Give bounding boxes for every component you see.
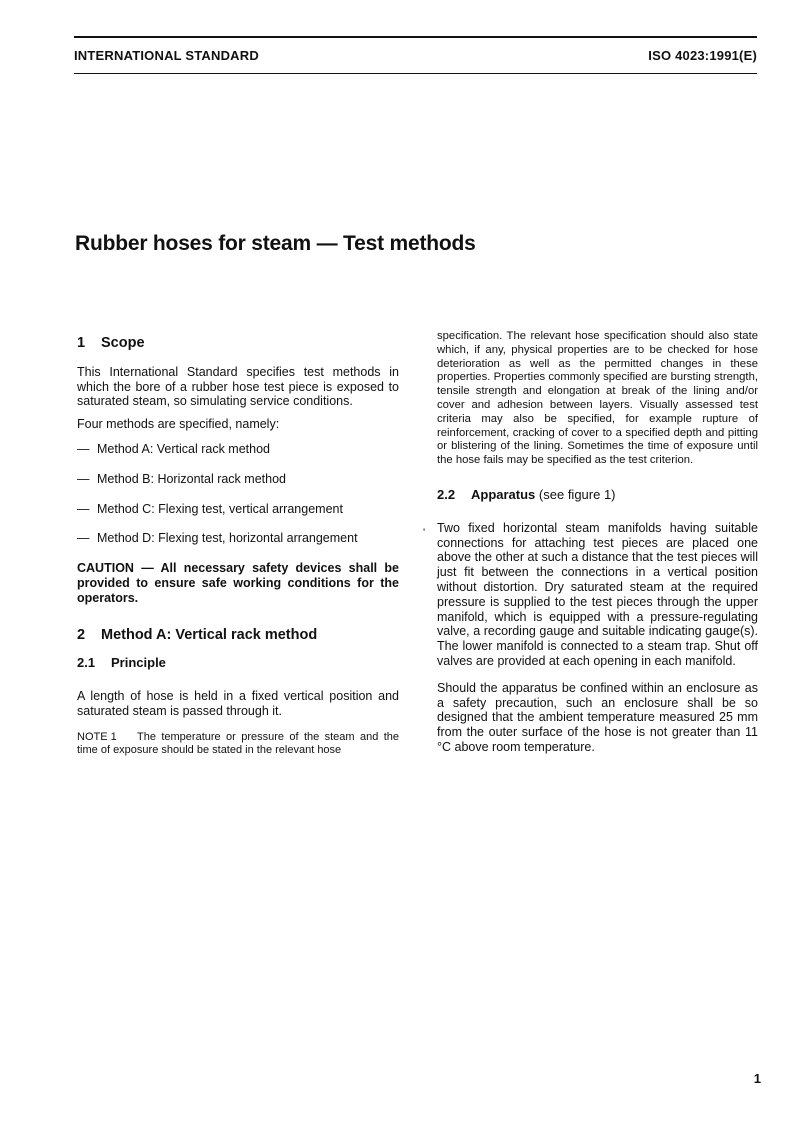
apparatus-paragraph-2: Should the apparatus be confined within an enclosure as a safety precaution, such an enclosure shall be so designed that the ambient temperature measured 25 mm from the outer surface of the hose is not greater than 11 °C above room temperature.	[437, 680, 758, 754]
list-item: — Method C: Flexing test, vertical arrangement	[77, 502, 399, 517]
scope-paragraph: This International Standard specifies test methods in which the bore of a rubber hose test piece is exposed to saturated steam, so simulating service conditions.	[77, 364, 399, 409]
note-1	[77, 731, 399, 758]
header-rule-top	[74, 36, 757, 38]
subsection-2-1-number: 2.1	[77, 655, 96, 671]
left-column	[77, 330, 399, 758]
section-1-title: Scope	[101, 335, 145, 351]
principle-paragraph: A length of hose is held in a fixed vertical position and saturated steam is passed through it.	[77, 689, 399, 718]
caution-notice: CAUTION — All necessary safety devices shall be provided to ensure safe working conditions for the operators.	[77, 561, 399, 605]
page-number: 1	[753, 1071, 761, 1086]
header-standard-number: ISO 4023:1991(E)	[648, 48, 757, 63]
margin-mark: '	[423, 527, 426, 539]
methods-list	[77, 442, 399, 546]
note-1-continued: specification. The relevant hose specification should also state which, if any, physical properties are to be checked for hose deterioration as well as the permitted changes in these properties. Properties commonly specified are bursting strength, tensile strength and elongation at break of the lining and/or cover and adhesion between layers. Visually assessed test criteria may also be specified, for example rupture of reinforcement, cracking of cover to a specified depth and pitting or blistering of the lining. Sometimes the time of exposure until the hose fails may be specified as the test criterion.	[437, 330, 758, 467]
section-2-heading	[77, 628, 399, 643]
section-2-number: 2	[77, 626, 86, 643]
section-1-number: 1	[77, 335, 86, 351]
subsection-2-1-title: Principle	[111, 655, 166, 671]
subsection-2-1-heading	[77, 656, 399, 671]
subsection-2-2-number: 2.2	[437, 486, 456, 502]
section-2-title: Method A: Vertical rack method	[101, 626, 318, 643]
right-column	[437, 330, 758, 755]
apparatus-paragraph-1: Two fixed horizontal steam manifolds having suitable connections for attaching test pieces are placed one above the other at such a distance that the test pieces will just fit between the connections in a vertical position without distortion. Dry saturated steam at the required pressure is supplied to the test pieces through the upper manifold, which is equipped with a pressure-regulating valve, a recording gauge and suitable indicating gauge(s). The lower manifold is connected to a steam trap. Shut off valves are provided at each opening in each manifold.	[437, 520, 758, 668]
methods-intro: Four methods are specified, namely:	[77, 417, 280, 432]
list-item: — Method D: Flexing test, horizontal arrangement	[77, 531, 399, 546]
note-1-label: NOTE 1	[77, 730, 117, 743]
list-item: — Method A: Vertical rack method	[77, 442, 399, 457]
figure-reference: (see figure 1)	[538, 486, 616, 502]
section-1-heading	[77, 336, 399, 351]
subsection-2-2-heading	[437, 488, 758, 503]
list-item: — Method B: Horizontal rack method	[77, 472, 399, 487]
header-document-type: INTERNATIONAL STANDARD	[74, 48, 259, 63]
document-title: Rubber hoses for steam — Test methods	[75, 232, 476, 255]
subsection-2-2-title: Apparatus	[471, 486, 536, 502]
header-rule-bottom	[74, 73, 757, 74]
note-1-text: The temperature or pressure of the steam and the time of exposure should be stated in the relevant hose	[77, 730, 399, 757]
